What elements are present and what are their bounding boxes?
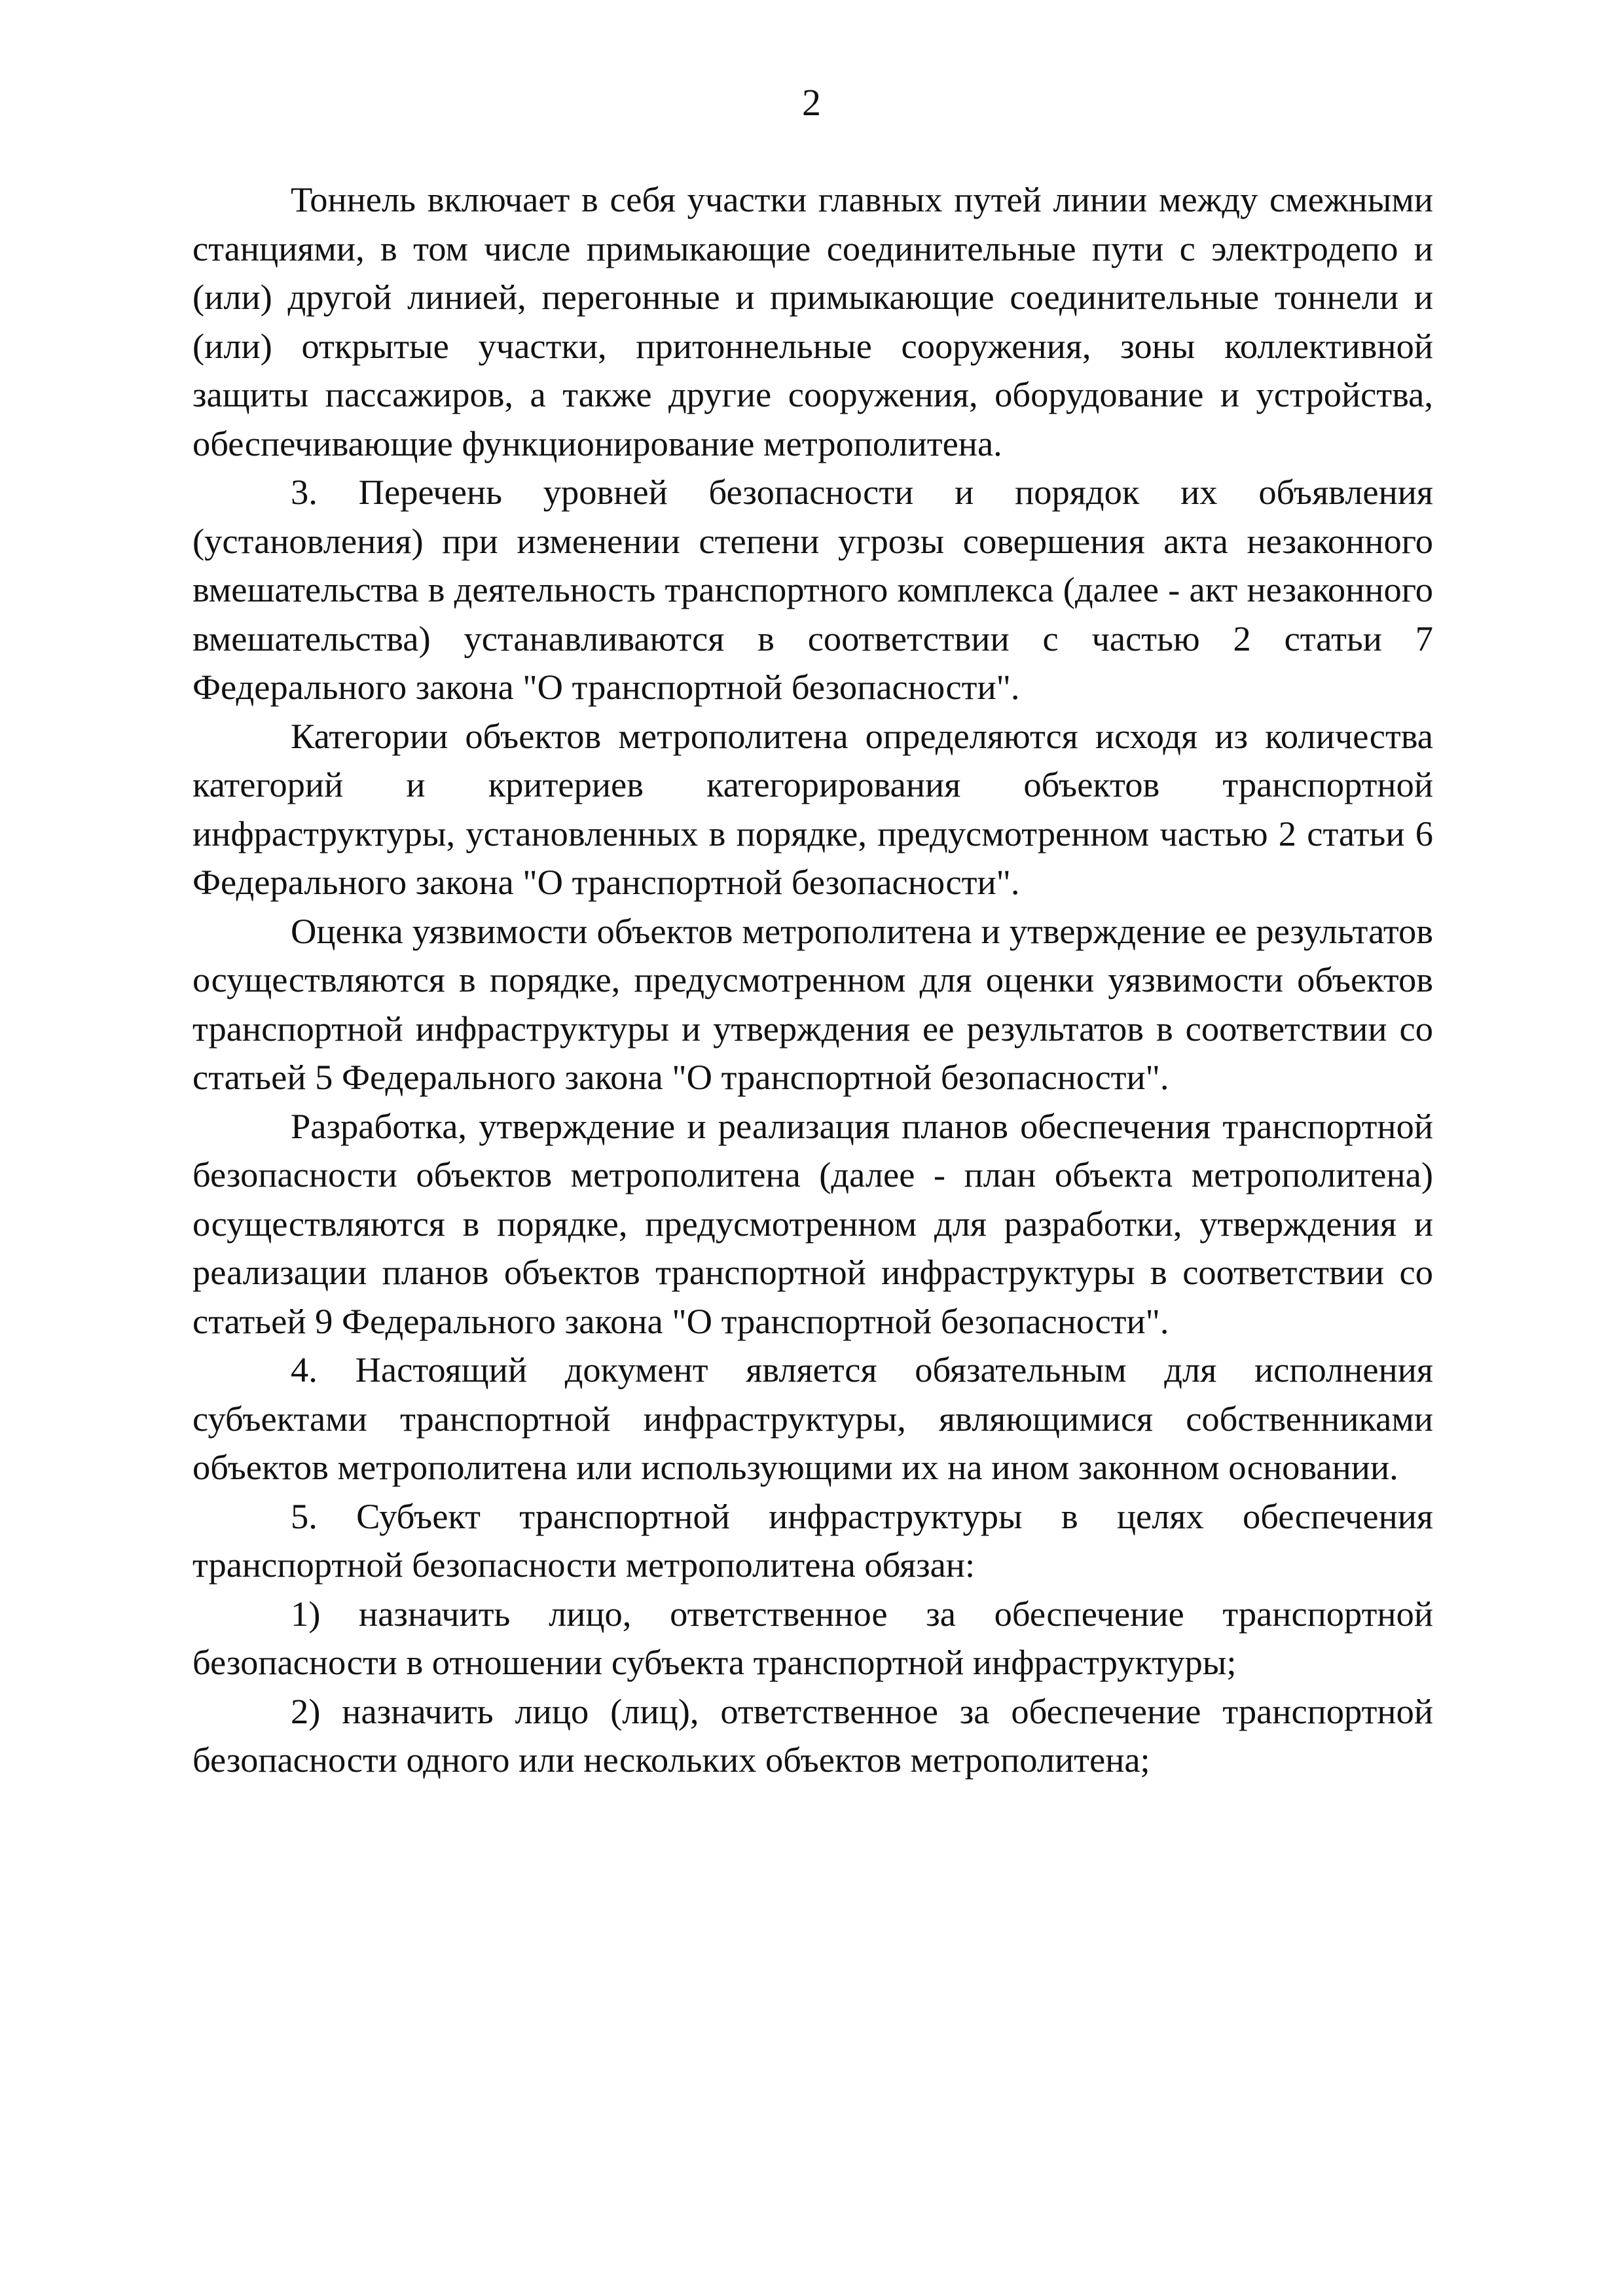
paragraph-5-obligations: 5. Субъект транспортной инфраструктуры в целях обеспечения транспортной безопасности метрополитена обязан:: [192, 1496, 1433, 1585]
paragraph-categories: Категории объектов метрополитена определяются исходя из количества категорий и критериев категорирования объектов транспортной инфраструктуры, установленных в порядке, предусмотренном частью 2 статьи 6 Федерального закона "О транспортной безопасности".: [192, 715, 1433, 902]
paragraph-security-plans: Разработка, утверждение и реализация планов обеспечения транспортной безопасности объектов метрополитена (далее - план объекта метрополитена) осуществляются в порядке, предусмотренном для разработки, утверждения и реализации планов объектов транспортной инфраструктуры в соответствии со статьей 9 Федерального закона "О транспортной безопасности".: [192, 1105, 1433, 1341]
paragraph-vulnerability-assessment: Оценка уязвимости объектов метрополитена и утверждение ее результатов осуществляются в порядке, предусмотренном для оценки уязвимости объектов транспортной инфраструктуры и утверждения ее результатов в соответствии со статьей 5 Федерального закона "О транспортной безопасности".: [192, 910, 1433, 1097]
list-item-2: 2) назначить лицо (лиц), ответственное за обеспечение транспортной безопасности одного или нескольких объектов метрополитена;: [192, 1691, 1433, 1780]
paragraph-tunnel: Тоннель включает в себя участки главных путей линии между смежными станциями, в том числе примыкающие соединительные пути с электродепо и (или) другой линией, перегонные и примыкающие соединительные тоннели и (или) открытые участки, притоннельные сооружения, зоны коллективной защиты пассажиров, а также другие сооружения, оборудование и устройства, обеспечивающие функционирование метрополитена.: [192, 179, 1433, 463]
paragraph-4-mandatory: 4. Настоящий документ является обязательным для исполнения субъектами транспортной инфраструктуры, являющимися собственниками объектов метрополитена или использующими их на ином законном основании.: [192, 1350, 1433, 1487]
document-body: [192, 175, 1433, 1785]
paragraph-3-security-levels: 3. Перечень уровней безопасности и порядок их объявления (установления) при изменении степени угрозы совершения акта незаконного вмешательства в деятельность транспортного комплекса (далее - акт незаконного вмешательства) устанавливаются в соответствии с частью 2 статьи 7 Федерального закона "О транспортной безопасности".: [192, 472, 1433, 707]
page-number: 2: [802, 81, 821, 124]
list-item-1: 1) назначить лицо, ответственное за обеспечение транспортной безопасности в отношении субъекта транспортной инфраструктуры;: [192, 1593, 1433, 1682]
